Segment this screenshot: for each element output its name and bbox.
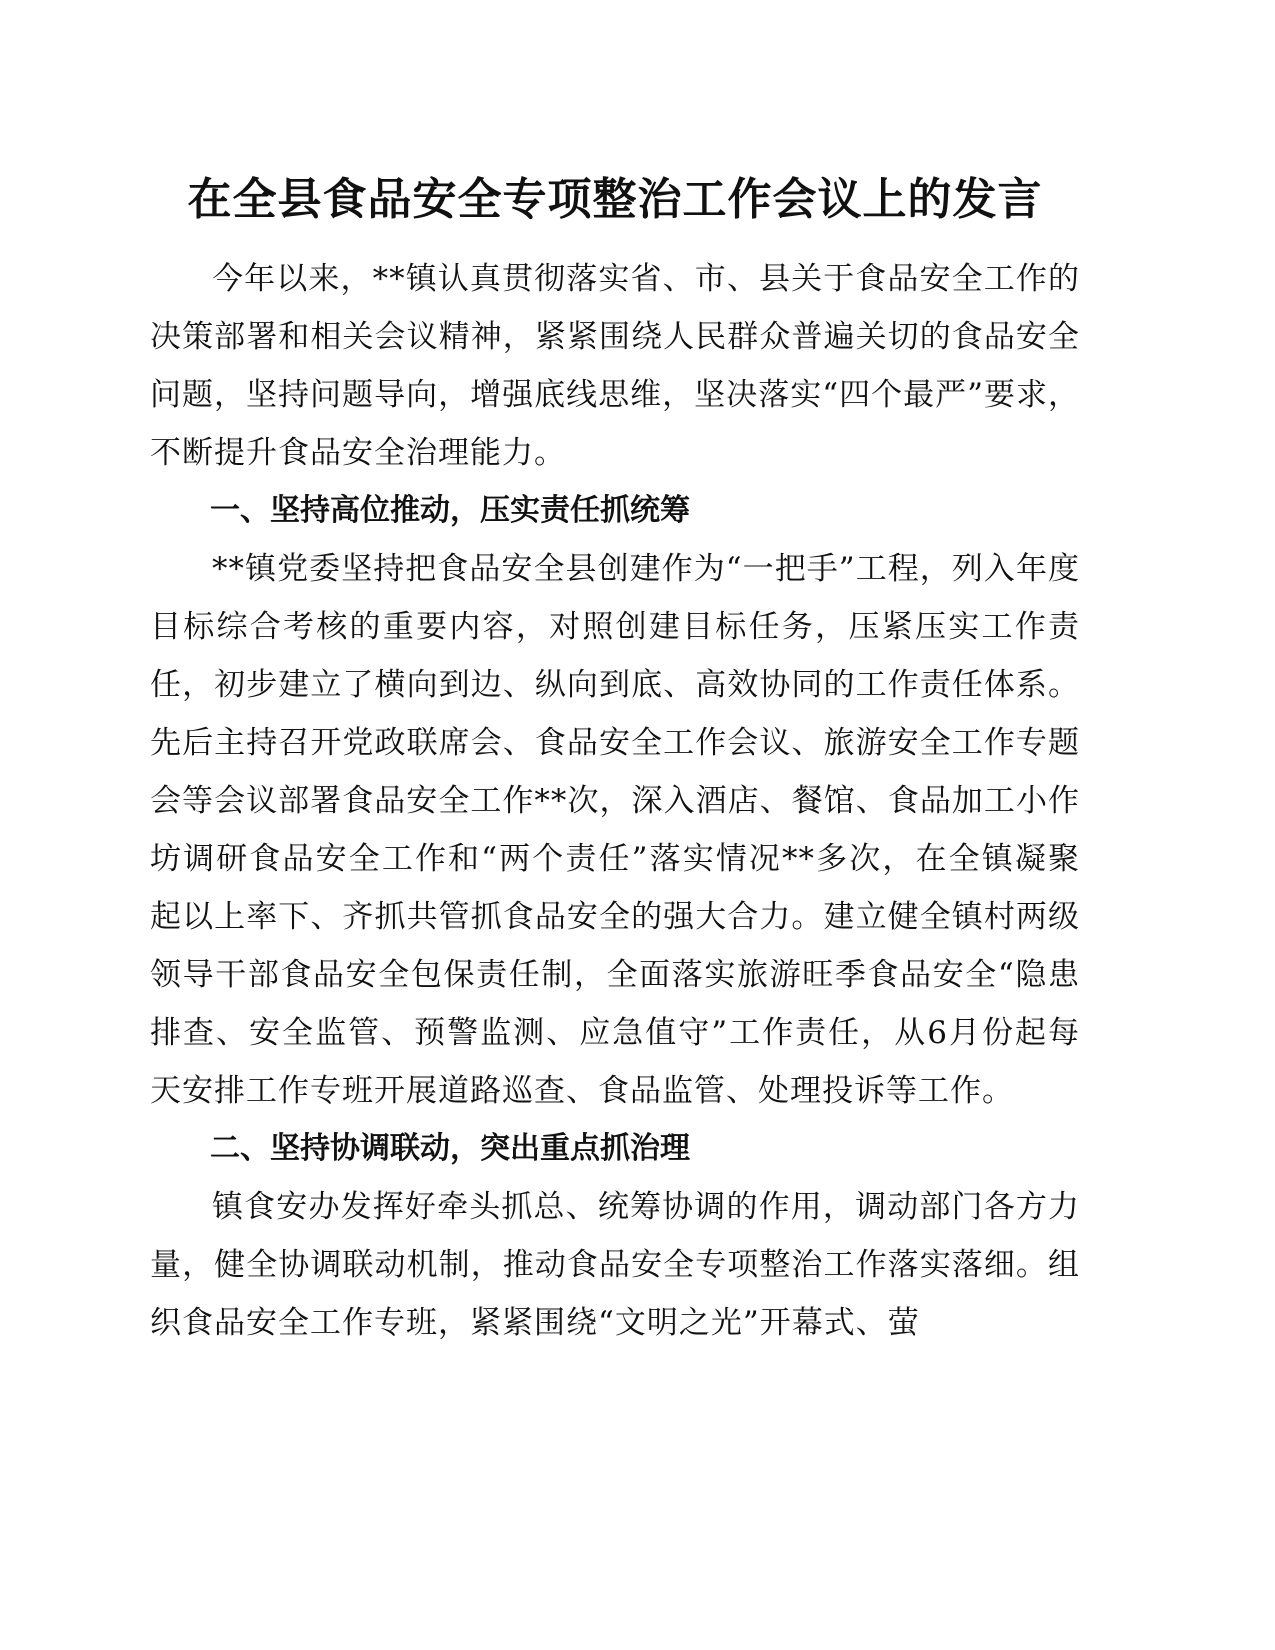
document-title: 在全县食品安全专项整治工作会议上的发言	[187, 174, 1043, 225]
section-1-heading: 一、坚持高位推动，压实责任抓统筹	[210, 493, 690, 528]
section-1-paragraph: **镇党委坚持把食品安全县创建作为“一把手”工程，列入年度目标综合考核的重要内容，对照创建目标任务，压紧压实工作责任，初步建立了横向到边、纵向到底、高效协同的工作责任体系。先后主持召开党政联席会、食品安全工作会议、旅游安全工作专题会等会议部署食品安全工作**次，深入酒店、餐馆、食品加工小作坊调研食品安全工作和“两个责任”落实情况**多次，在全镇凝聚起以上率下、齐抓共管抓食品安全的强大合力。建立健全镇村两级领导干部食品安全包保责任制，全面落实旅游旺季食品安全“隐患排查、安全监管、预警监测、应急值守”工作责任，从6月份起每天安排工作专班开展道路巡查、食品监管、处理投诉等工作。	[150, 551, 1080, 1109]
document-page	[150, 170, 1080, 1352]
section-2-heading: 二、坚持协调联动，突出重点抓治理	[210, 1131, 690, 1166]
section-2-paragraph: 镇食安办发挥好牵头抓总、统筹协调的作用，调动部门各方力量，健全协调联动机制，推动食品安全专项整治工作落实落细。组织食品安全工作专班，紧紧围绕“文明之光”开幕式、萤	[150, 1189, 1080, 1341]
intro-paragraph: 今年以来，**镇认真贯彻落实省、市、县关于食品安全工作的决策部署和相关会议精神，紧紧围绕人民群众普遍关切的食品安全问题，坚持问题导向，增强底线思维，坚决落实“四个最严”要求，不断提升食品安全治理能力。	[150, 261, 1080, 471]
